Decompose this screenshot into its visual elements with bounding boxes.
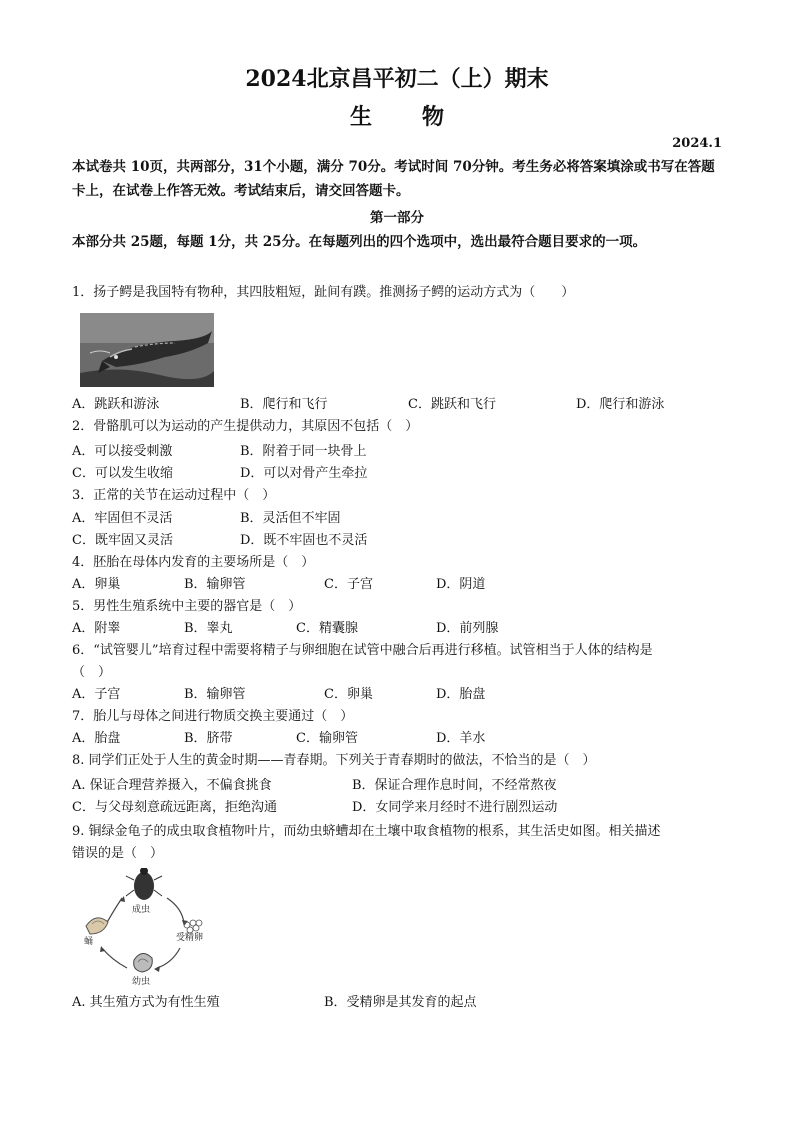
option-d: D．爬行和游泳 [576, 397, 665, 412]
option-c: C．与父母刻意疏远距离，拒绝沟通 [72, 800, 277, 815]
option-b: B．输卵管 [184, 577, 246, 592]
exam-title: 2024北京昌平初二（上）期末 [245, 66, 549, 92]
option-a: A. 保证合理营养摄入，不偏食挑食 [72, 778, 272, 793]
question-stem: 4．胚胎在母体内发育的主要场所是（ ） [72, 555, 315, 570]
option-b: B．保证合理作息时间，不经常熬夜 [352, 778, 557, 793]
option-c: C．卵巢 [324, 687, 373, 702]
option-d: D．既不牢固也不灵活 [240, 533, 368, 548]
eggs-drawing [184, 920, 202, 933]
part-title: 第一部分 [370, 210, 424, 226]
option-c: C．跳跃和飞行 [408, 397, 496, 412]
option-a: A．子宫 [72, 687, 121, 702]
exam-date: 2024.1 [672, 136, 722, 151]
option-b: B．睾丸 [184, 621, 233, 636]
pupa-drawing [86, 918, 108, 934]
part-instructions: 本部分共 25题，每题 1分，共 25分。在每题列出的四个选项中，选出最符合题目要求的一项。 [72, 234, 647, 250]
question-stem: 3．正常的关节在运动过程中（ ） [72, 488, 276, 503]
option-a: A．跳跃和游泳 [72, 397, 160, 412]
option-a: A. 其生殖方式为有性生殖 [72, 995, 220, 1010]
beetle-life-cycle-figure [72, 868, 222, 988]
label-adult: 成虫 [132, 905, 151, 915]
option-b: B．脐带 [184, 731, 233, 746]
option-d: D．羊水 [436, 731, 486, 746]
option-d: D．阴道 [436, 577, 486, 592]
option-b: B．爬行和飞行 [240, 397, 328, 412]
option-c: C．既牢固又灵活 [72, 533, 173, 548]
subject-title: 生物 [349, 104, 494, 130]
question-stem: 9. 铜绿金龟子的成虫取食植物叶片，而幼虫蛴螬却在土壤中取食植物的根系，其生活史如图。相关描述 [72, 824, 661, 839]
option-b: B．输卵管 [184, 687, 246, 702]
question-stem: 7．胎儿与母体之间进行物质交换主要通过（ ） [72, 709, 354, 724]
question-stem: 2．骨骼肌可以为运动的产生提供动力，其原因不包括（ ） [72, 419, 419, 434]
option-b: B．受精卵是其发育的起点 [324, 995, 477, 1010]
option-d: D．可以对骨产生牵拉 [240, 466, 368, 481]
question-stem: 6．“试管婴儿”培育过程中需要将精子与卵细胞在试管中融合后再进行移植。试管相当于人体的结构是 [72, 643, 653, 658]
question-stem-continued: 错误的是（ ） [72, 846, 164, 861]
option-b: B．附着于同一块骨上 [240, 444, 367, 459]
question-stem: 8. 同学们正处于人生的黄金时期——青春期。下列关于青春期时的做法，不恰当的是（ ） [72, 753, 596, 768]
label-larva: 幼虫 [132, 977, 151, 987]
option-a: A．卵巢 [72, 577, 121, 592]
crocodile-photo [80, 313, 214, 387]
exam-instructions: 本试卷共 10页，共两部分，31个小题，满分 70分。考试时间 70分钟。考生务必将答案填涂或书写在答题卡上，在试卷上作答无效。考试结束后，请交回答题卡。 [72, 159, 715, 199]
option-d: D．前列腺 [436, 621, 499, 636]
option-a: A．可以接受刺激 [72, 444, 173, 459]
option-d: D．胎盘 [436, 687, 486, 702]
question-stem: 1．扬子鳄是我国特有物种，其四肢粗短，趾间有蹼。推测扬子鳄的运动方式为（ ） [72, 285, 575, 300]
label-pupa: 蛹 [84, 937, 94, 947]
label-egg: 受精卵 [176, 933, 204, 943]
question-stem-continued: （ ） [72, 665, 112, 680]
option-a: A．胎盘 [72, 731, 121, 746]
adult-beetle-drawing [126, 868, 162, 900]
option-b: B．灵活但不牢固 [240, 511, 341, 526]
option-c: C．精囊腺 [296, 621, 358, 636]
option-d: D．女同学来月经时不进行剧烈运动 [352, 800, 558, 815]
option-c: C．输卵管 [296, 731, 358, 746]
question-stem: 5．男性生殖系统中主要的器官是（ ） [72, 599, 302, 614]
option-c: C．子宫 [324, 577, 373, 592]
option-a: A．牢固但不灵活 [72, 511, 173, 526]
larva-drawing [134, 953, 153, 972]
option-c: C．可以发生收缩 [72, 466, 173, 481]
option-a: A．附睾 [72, 621, 121, 636]
